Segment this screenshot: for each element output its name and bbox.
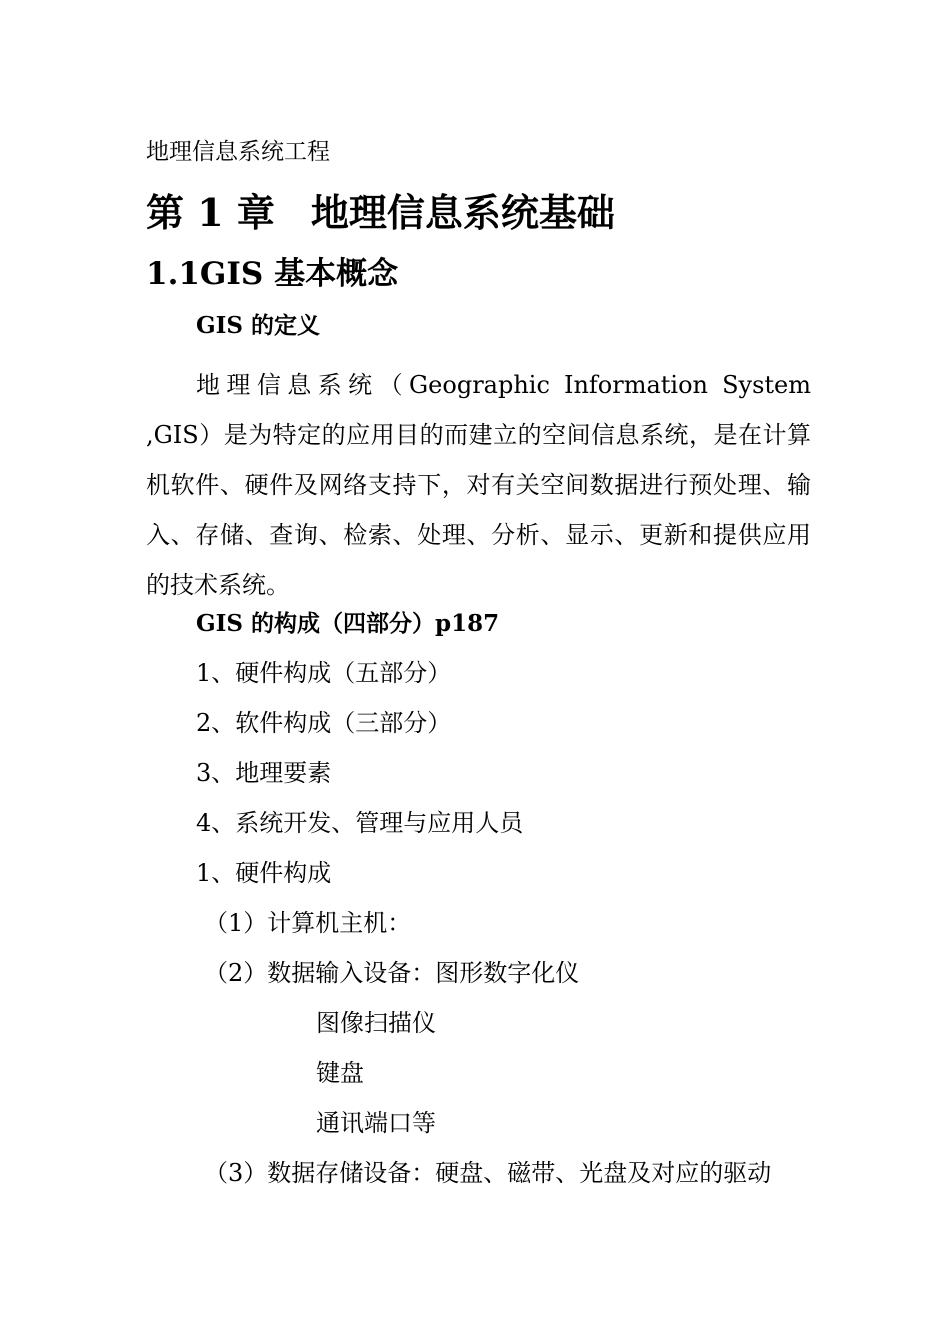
list-item: （3）数据存储设备：硬盘、磁带、光盘及对应的驱动 xyxy=(204,1159,772,1187)
composition-heading: GIS 的构成（四部分）p187 xyxy=(196,610,500,637)
hardware-heading: 1、硬件构成 xyxy=(196,859,332,887)
chapter-heading xyxy=(146,190,615,235)
definition-heading: GIS 的定义 xyxy=(196,312,321,339)
section-heading: 1.1GIS 基本概念 xyxy=(146,256,399,292)
list-item: 图像扫描仪 xyxy=(316,1009,436,1037)
list-item: 通讯端口等 xyxy=(316,1109,436,1137)
chapter-title: 地理信息系统基础 xyxy=(310,190,615,235)
definition-paragraph: 地理信息系统（Geographic Information System ,GIS）是为特定的应用目的而建立的空间信息系统，是在计算机软件、硬件及网络支持下，对有关空间数据进行预处理、输入、存储、查询、检索、处理、分析、显示、更新和提供应用的技术系统。 xyxy=(146,371,811,599)
list-item: 3、地理要素 xyxy=(196,759,332,787)
list-item: （1）计算机主机： xyxy=(204,909,412,937)
list-item: 1、硬件构成（五部分） xyxy=(196,659,452,687)
list-item: 键盘 xyxy=(316,1059,364,1087)
list-item: 4、系统开发、管理与应用人员 xyxy=(196,809,524,837)
list-item: （2）数据输入设备：图形数字化仪 xyxy=(204,959,580,987)
list-item: 2、软件构成（三部分） xyxy=(196,709,452,737)
chapter-number: 第 1 章 xyxy=(146,190,275,235)
running-header: 地理信息系统工程 xyxy=(146,139,330,165)
